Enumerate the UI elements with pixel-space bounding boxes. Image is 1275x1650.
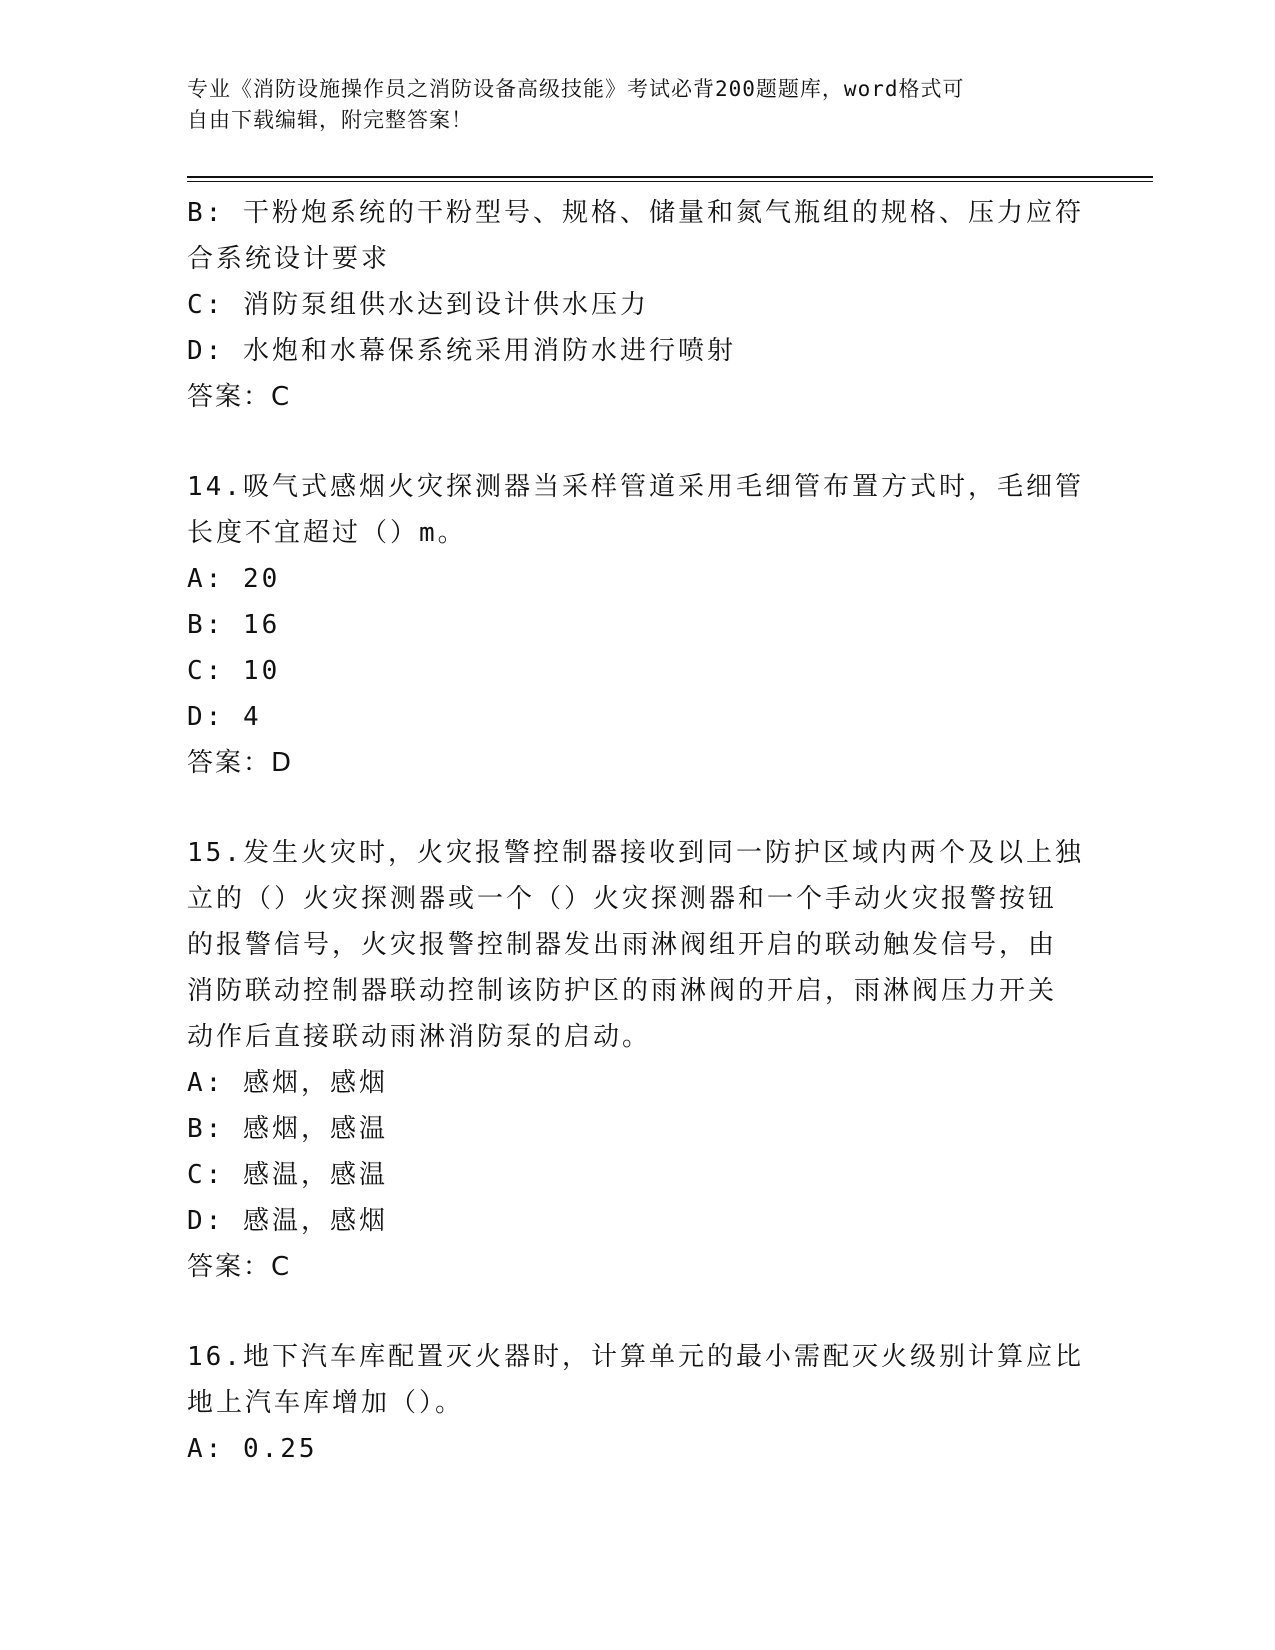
question-stem-continued: 的报警信号，火灾报警控制器发出雨淋阀组开启的联动触发信号，由 [187,930,1058,960]
question-stem: 14.吸气式感烟火灾探测器当采样管道采用毛细管布置方式时，毛细管 [187,472,1084,502]
question-stem-continued: 消防联动控制器联动控制该防护区的雨淋阀的开启，雨淋阀压力开关 [187,976,1058,1006]
option-a: A: 20 [187,564,281,594]
question-14 [187,464,1087,786]
question-stem-continued: 立的（）火灾探测器或一个（）火灾探测器和一个手动火灾报警按钮 [187,884,1058,914]
answer-line: 答案：C [187,382,292,412]
question-list [187,190,1087,1472]
question-stem: 15.发生火灾时，火灾报警控制器接收到同一防护区域内两个及以上独 [187,838,1084,868]
header-divider-thin [187,181,1153,182]
option-b: B: 干粉炮系统的干粉型号、规格、储量和氮气瓶组的规格、压力应符 [187,198,1084,228]
document-header [187,74,1067,136]
question-spacer [187,1290,1087,1334]
question-15 [187,830,1087,1290]
header-line-2: 自由下载编辑，附完整答案！ [187,108,473,132]
question-stem: 16.地下汽车库配置灭火器时，计算单元的最小需配灭火级别计算应比 [187,1342,1084,1372]
option-b: B: 感烟，感温 [187,1114,388,1144]
answer-line: 答案：D [187,748,294,778]
option-b-continued: 合系统设计要求 [187,244,391,274]
option-d: D: 4 [187,702,262,732]
answer-line: 答案：C [187,1252,292,1282]
question-stem-continued: 长度不宜超过（）m。 [187,518,467,548]
question-spacer [187,420,1087,464]
option-b: B: 16 [187,610,281,640]
question-16 [187,1334,1087,1472]
option-c: C: 消防泵组供水达到设计供水压力 [187,290,649,320]
option-d: D: 水炮和水幕保系统采用消防水进行喷射 [187,336,736,366]
option-a: A: 0.25 [187,1434,318,1464]
option-d: D: 感温，感烟 [187,1206,388,1236]
header-line-1: 专业《消防设施操作员之消防设备高级技能》考试必背200题题库，word格式可 [187,77,965,101]
option-c: C: 10 [187,656,281,686]
question-spacer [187,786,1087,830]
question-stem-continued: 动作后直接联动雨淋消防泵的启动。 [187,1022,652,1052]
header-divider-thick [187,176,1153,178]
question-stem-continued: 地上汽车库增加（）。 [187,1388,465,1418]
option-c: C: 感温，感温 [187,1160,388,1190]
option-a: A: 感烟，感烟 [187,1068,388,1098]
question-13 [187,190,1087,420]
